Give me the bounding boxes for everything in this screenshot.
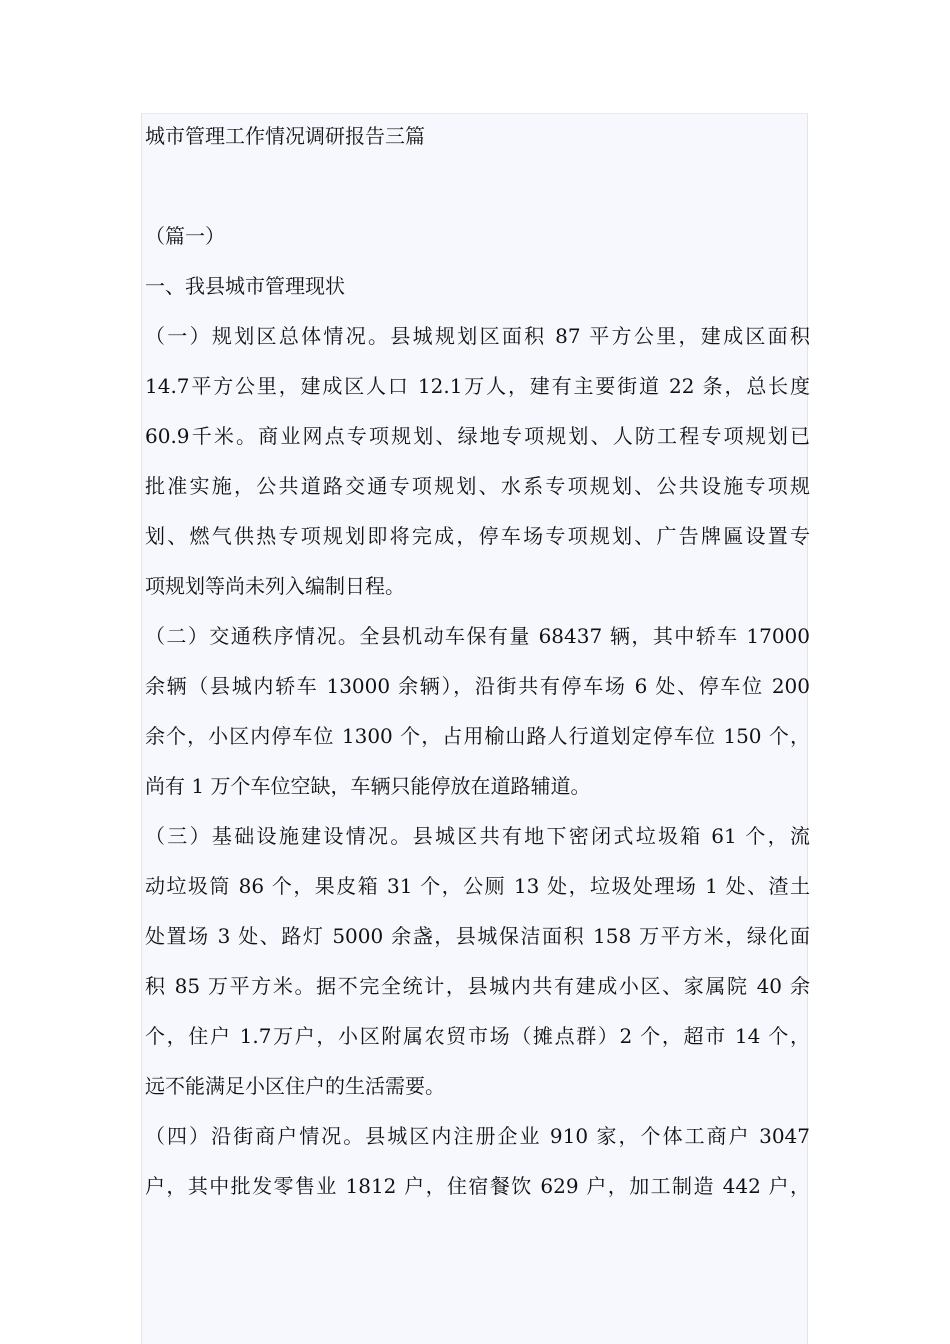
paragraph-line: 动垃圾筒 86 个，果皮箱 31 个，公厕 13 处，垃圾处理场 1 处、渣土 [145, 874, 810, 898]
blank-line [145, 161, 810, 211]
paragraph-line: 批准实施，公共道路交通专项规划、水系专项规划、公共设施专项规 [145, 474, 810, 498]
paragraph-line: （四）沿街商户情况。县城区内注册企业 910 家，个体工商户 3047 [145, 1124, 810, 1148]
document-body [145, 111, 810, 1211]
paragraph-line: 划、燃气供热专项规划即将完成，停车场专项规划、广告牌匾设置专 [145, 524, 810, 548]
paragraph-line: 60.9千米。商业网点专项规划、绿地专项规划、人防工程专项规划已 [145, 424, 810, 448]
paragraph-line: 户，其中批发零售业 1812 户，住宿餐饮 629 户，加工制造 442 户， [145, 1174, 810, 1198]
paragraph-line: 积 85 万平方米。据不完全统计，县城内共有建成小区、家属院 40 余 [145, 974, 810, 998]
section-heading: 一、我县城市管理现状 [145, 274, 345, 298]
paragraph-line: 处置场 3 处、路灯 5000 余盏，县城保洁面积 158 万平方米，绿化面 [145, 924, 810, 948]
document-title: 城市管理工作情况调研报告三篇 [145, 124, 425, 148]
paragraph-line: 个，住户 1.7万户，小区附属农贸市场（摊点群）2 个，超市 14 个， [145, 1024, 810, 1048]
paragraph-line: 14.7平方公里，建成区人口 12.1万人，建有主要街道 22 条，总长度 [145, 374, 810, 398]
paragraph-line: （三）基础设施建设情况。县城区共有地下密闭式垃圾箱 61 个，流 [145, 824, 810, 848]
paragraph-line: 尚有 1 万个车位空缺，车辆只能停放在道路辅道。 [145, 774, 591, 798]
paragraph-line: （一）规划区总体情况。县城规划区面积 87 平方公里，建成区面积 [145, 324, 810, 348]
paragraph-line: 余个，小区内停车位 1300 个，占用榆山路人行道划定停车位 150 个， [145, 724, 810, 748]
paragraph-line: 项规划等尚未列入编制日程。 [145, 574, 405, 598]
section-label: （篇一） [145, 224, 225, 248]
paragraph-line: 余辆（县城内轿车 13000 余辆），沿街共有停车场 6 处、停车位 200 [145, 674, 810, 698]
paragraph-line: 远不能满足小区住户的生活需要。 [145, 1074, 445, 1098]
paragraph-line: （二）交通秩序情况。全县机动车保有量 68437 辆，其中轿车 17000 [145, 624, 810, 648]
